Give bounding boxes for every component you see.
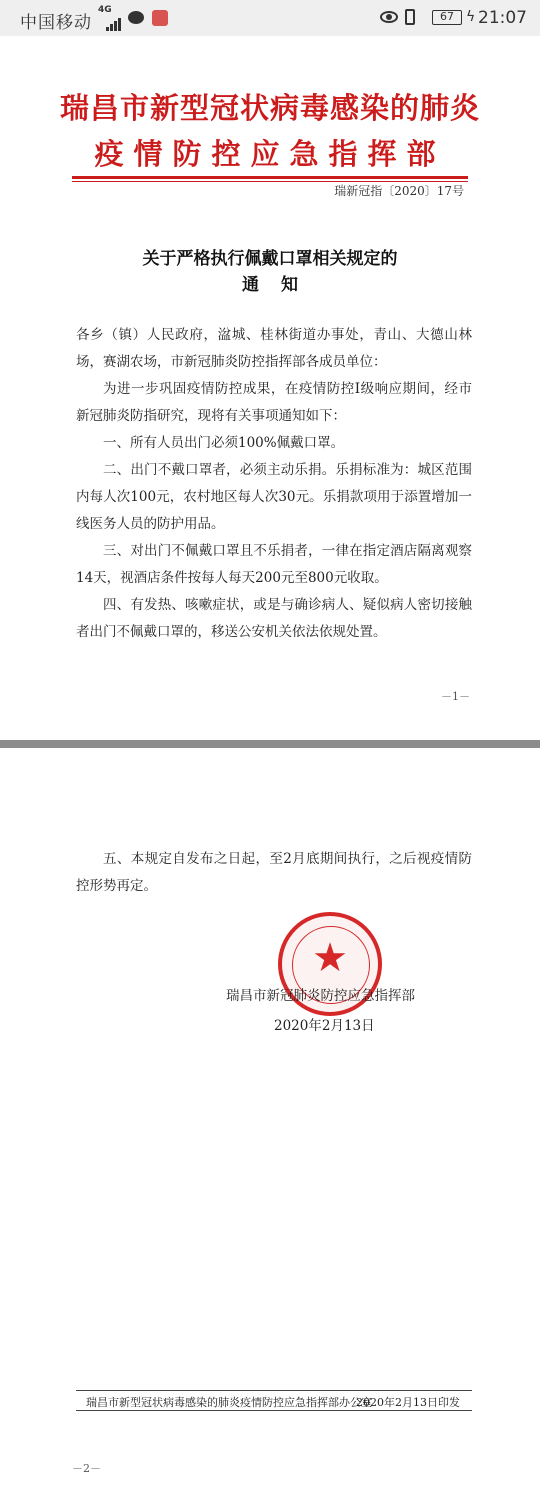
notice-title-line2: 通知: [242, 275, 320, 295]
message-icon: [128, 11, 144, 24]
document-number: 瑞新冠指〔2020〕17号: [334, 184, 464, 198]
rule-3-paragraph: 三、对出门不佩戴口罩且不乐捐者，一律在指定酒店隔离观察14天，视酒店条件按每人每天200元至800元收取。: [76, 543, 472, 586]
issuer-header-line1: 瑞昌市新型冠状病毒感染的肺炎: [59, 91, 480, 125]
notice-title-line1: 关于严格执行佩戴口罩相关规定的: [142, 249, 398, 269]
page-number-2: －2－: [72, 1462, 101, 1475]
footer-top-rule: [76, 1390, 472, 1391]
footer-print-date: 2020年2月13日印发: [356, 1396, 460, 1409]
document-page-2[interactable]: [0, 748, 540, 1511]
rule-4-paragraph: 四、有发热、咳嗽症状，或是与确诊病人、疑似病人密切接触者出门不佩戴口罩的，移送公安机关依法依规处置。: [76, 597, 472, 640]
eye-comfort-icon: [380, 11, 398, 23]
rule-5-paragraph: 五、本规定自发布之日起，至2月底期间执行，之后视疫情防控形势再定。: [76, 851, 472, 894]
signature-organization: 瑞昌市新冠肺炎防控应急指挥部: [226, 988, 415, 1004]
addressee-paragraph: 各乡（镇）人民政府，湓城、桂林街道办事处，青山、大德山林场，赛湖农场，市新冠肺炎防控指挥部各成员单位：: [76, 327, 472, 370]
issuer-header-line2: 疫情防控应急指挥部: [94, 137, 446, 171]
intro-paragraph: 为进一步巩固疫情防控成果，在疫情防控Ⅰ级响应期间，经市新冠肺炎防指研究，现将有关事项通知如下：: [76, 381, 472, 424]
seal-star-icon: ★: [312, 935, 348, 981]
status-bar: [0, 0, 540, 36]
battery-level: 67: [440, 10, 454, 23]
footer-bottom-rule: [76, 1410, 472, 1411]
charging-icon: ϟ: [466, 9, 476, 25]
clock: 21:07: [478, 8, 527, 28]
footer-issuing-office: 瑞昌市新型冠状病毒感染的肺炎疫情防控应急指挥部办公室: [86, 1396, 372, 1409]
rule-1-paragraph: 一、所有人员出门必须100%佩戴口罩。: [103, 435, 345, 451]
document-page-1[interactable]: [0, 36, 540, 740]
carrier-label: 中国移动: [20, 13, 92, 33]
network-type-label: 4G: [98, 5, 112, 15]
signature-date: 2020年2月13日: [274, 1018, 375, 1034]
page-divider: [0, 740, 540, 748]
battery-icon: [432, 10, 462, 25]
rule-2-paragraph: 二、出门不戴口罩者，必须主动乐捐。乐捐标准为：城区范围内每人次100元，农村地区每人次30元。乐捐款项用于添置增加一线医务人员的防护用品。: [76, 462, 472, 532]
signal-icon: [106, 11, 122, 31]
app-notification-icon: [152, 10, 168, 26]
vibrate-icon: [405, 9, 415, 25]
page-number-1: －1－: [441, 690, 470, 703]
notice-body: [76, 322, 472, 646]
header-red-rule: [72, 176, 468, 179]
notice-body-continued: [76, 846, 472, 900]
